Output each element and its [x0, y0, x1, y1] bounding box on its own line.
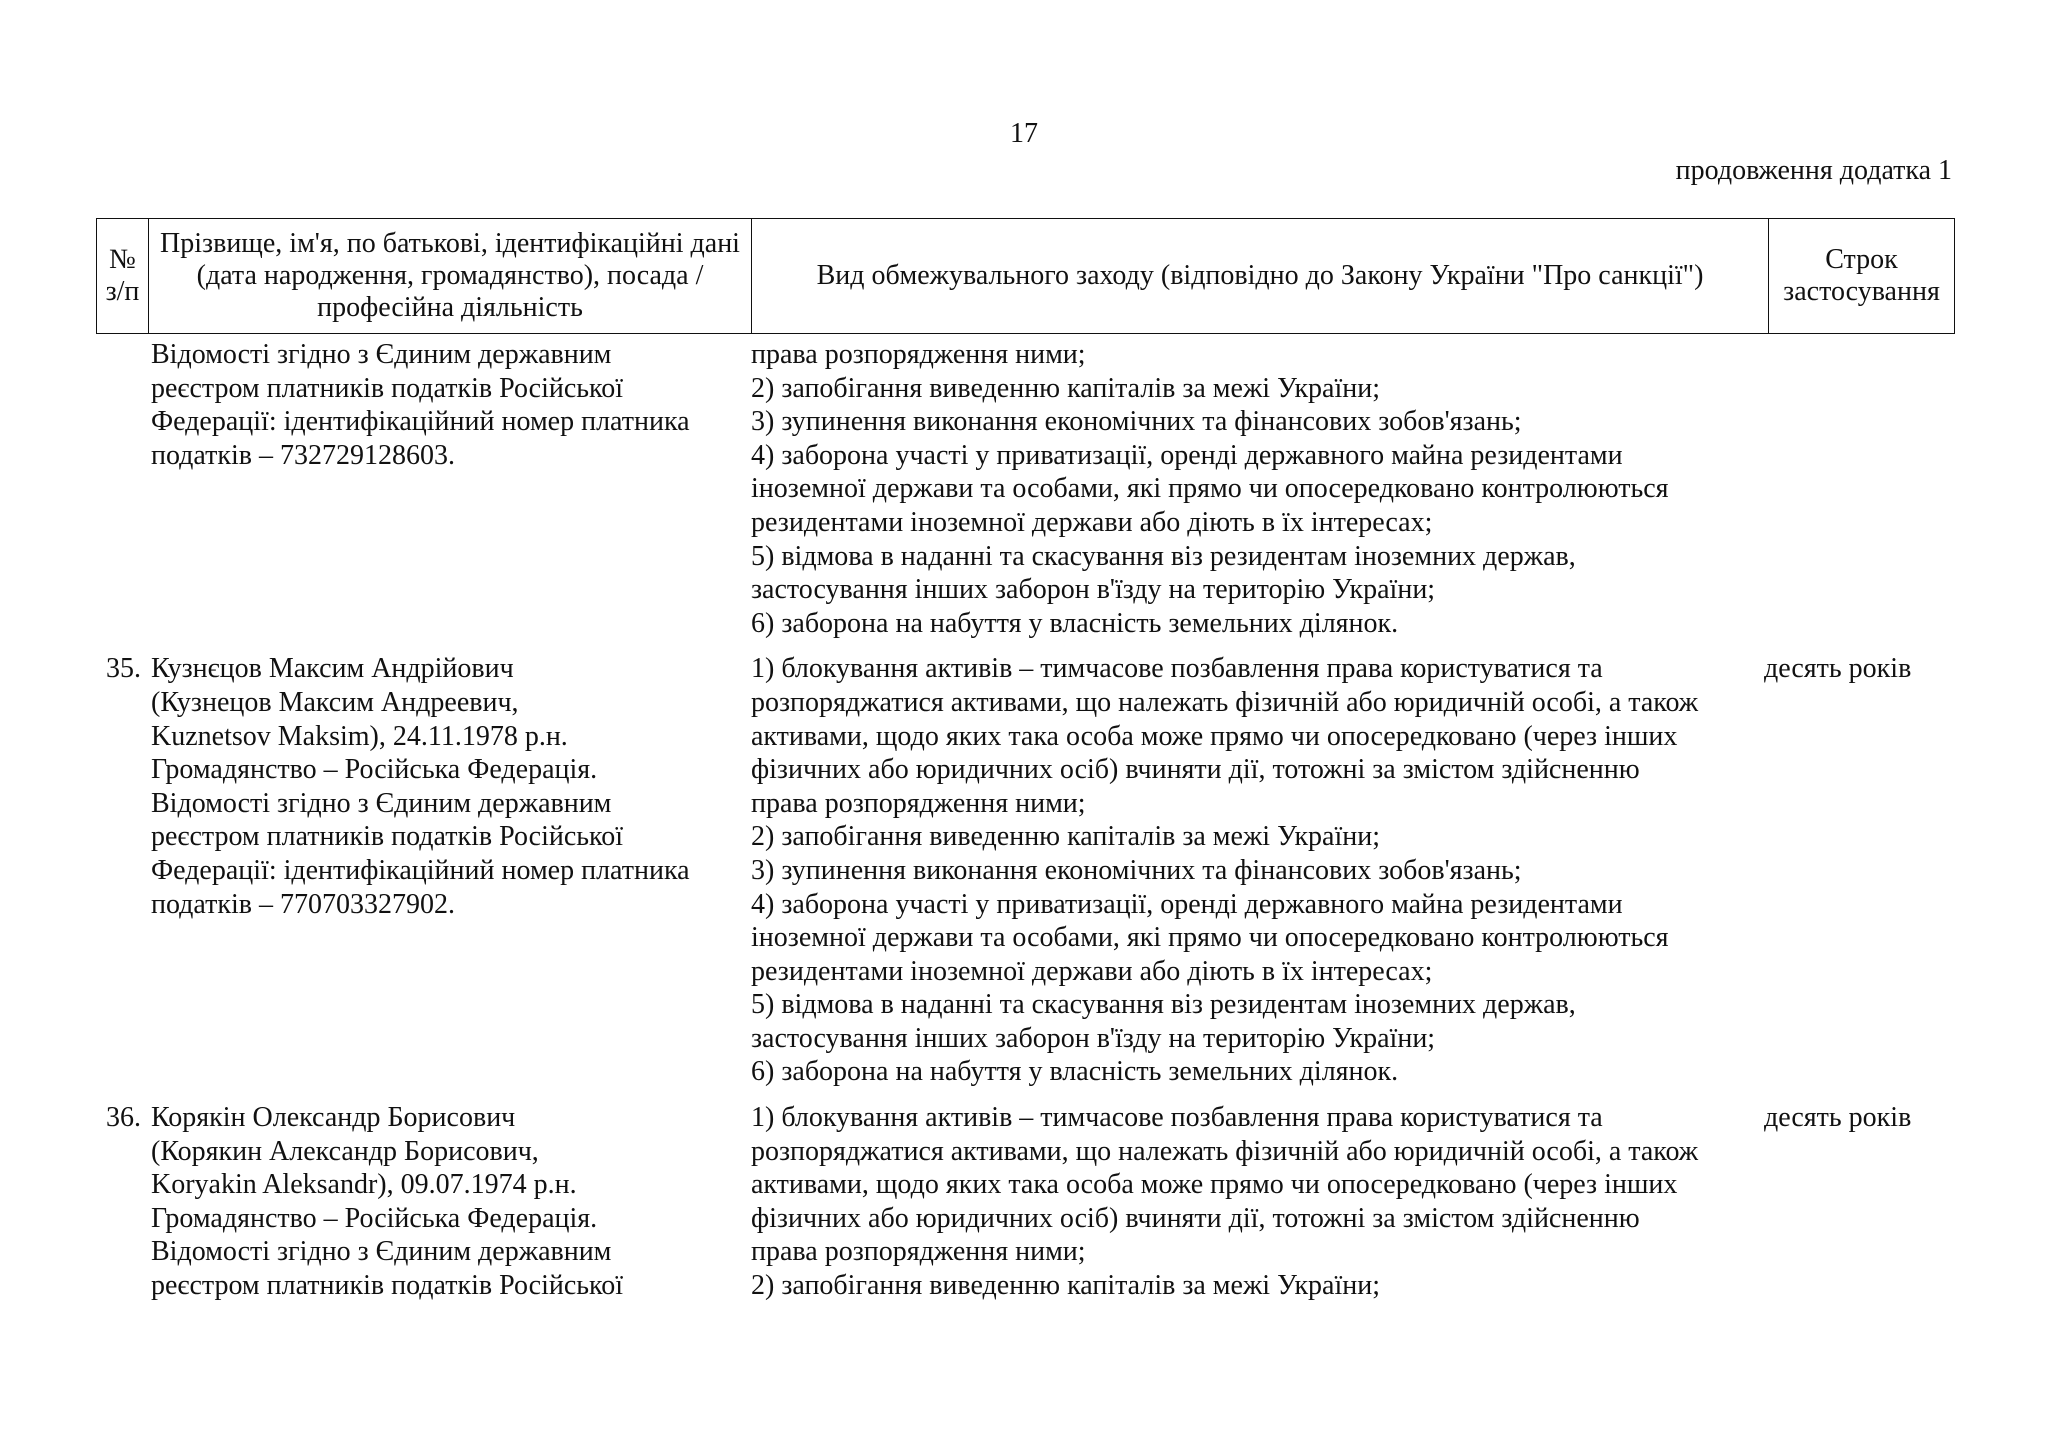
restrictive-measures — [745, 338, 1754, 640]
person-line: Відомості згідно з Єдиним державним — [151, 1236, 612, 1268]
header-person: Прізвище, ім'я, по батькові, ідентифікаційні дані (дата народження, громадянство), посада / професійна діяльність — [149, 219, 752, 334]
measure-line: фізичних або юридичних осіб) вчиняти дії, тотожні за змістом здійсненню — [751, 1202, 1640, 1234]
row-number: 35. — [106, 653, 141, 685]
measure-line: 5) відмова в наданні та скасування віз резидентам іноземних держав, — [751, 540, 1576, 572]
person-line: Корякін Олександр Борисович — [151, 1102, 516, 1134]
measure-line: застосування інших заборон в'їзду на територію України; — [751, 1022, 1436, 1054]
measure-line: іноземної держави та особами, які прямо чи опосередковано контролюються — [751, 922, 1669, 954]
person-line: Відомості згідно з Єдиним державним — [151, 339, 612, 370]
header-term: Строк застосування — [1769, 219, 1955, 334]
application-term: десять років — [1764, 653, 1912, 685]
measure-line: фізичних або юридичних осіб) вчиняти дії, тотожні за змістом здійсненню — [751, 754, 1640, 786]
person-line: Kuznetsov Maksim), 24.11.1978 р.н. — [151, 720, 568, 752]
measure-line: іноземної держави та особами, які прямо чи опосередковано контролюються — [751, 473, 1669, 505]
measure-line: права розпорядження ними; — [751, 787, 1086, 819]
measure-line: резидентами іноземної держави або діють в їх інтересах; — [751, 506, 1433, 538]
application-term — [1754, 338, 1954, 640]
restrictive-measures — [745, 652, 1754, 1089]
table-row — [96, 652, 1954, 1089]
person-details — [146, 1101, 745, 1303]
person-details — [146, 652, 745, 1089]
measure-line: 4) заборона участі у приватизації, оренді державного майна резидентами — [751, 888, 1623, 920]
measure-line: 3) зупинення виконання економічних та фінансових зобов'язань; — [751, 854, 1522, 886]
header-number: № з/п — [97, 219, 149, 334]
page-number: 17 — [1010, 118, 1038, 149]
measure-line: резидентами іноземної держави або діють в їх інтересах; — [751, 955, 1433, 987]
person-line: реєстром платників податків Російської — [151, 372, 623, 404]
measure-line: 5) відмова в наданні та скасування віз резидентам іноземних держав, — [751, 989, 1576, 1021]
appendix-label: продовження додатка 1 — [1675, 155, 1952, 186]
measure-line: права розпорядження ними; — [751, 339, 1086, 370]
person-line: реєстром платників податків Російської — [151, 1270, 623, 1302]
measure-line: 1) блокування активів – тимчасове позбавлення права користуватися та — [751, 1102, 1603, 1134]
person-line: реєстром платників податків Російської — [151, 821, 623, 853]
measure-line: 6) заборона на набуття у власність земельних ділянок. — [751, 607, 1399, 639]
person-details — [146, 338, 745, 640]
measure-line: застосування інших заборон в'їзду на територію України; — [751, 574, 1436, 606]
restrictive-measures — [745, 1101, 1754, 1303]
person-line: Koryakin Aleksandr), 09.07.1974 р.н. — [151, 1169, 577, 1201]
header-measure: Вид обмежувального заходу (відповідно до Закону України "Про санкції") — [752, 219, 1769, 334]
person-line: Кузнєцов Максим Андрійович — [151, 653, 514, 685]
measure-line: 2) запобігання виведенню капіталів за межі України; — [751, 372, 1381, 404]
measure-line: активами, щодо яких така особа може прямо чи опосередковано (через інших — [751, 720, 1678, 752]
person-line: Громадянство – Російська Федерація. — [151, 754, 598, 786]
person-line: (Корякин Александр Борисович, — [151, 1135, 539, 1167]
person-line: податків – 770703327902. — [151, 888, 455, 920]
table-row — [96, 338, 1954, 640]
measure-line: 2) запобігання виведенню капіталів за межі України; — [751, 821, 1381, 853]
measure-line: розпоряджатися активами, що належать фізичній або юридичній особі, а також — [751, 686, 1699, 718]
measure-line: 6) заборона на набуття у власність земельних ділянок. — [751, 1056, 1399, 1088]
person-line: податків – 732729128603. — [151, 439, 455, 471]
measure-line: права розпорядження ними; — [751, 1236, 1086, 1268]
person-line: Федерації: ідентифікаційний номер платника — [151, 406, 690, 438]
row-number: 36. — [106, 1102, 141, 1134]
person-line: (Кузнецов Максим Андреевич, — [151, 686, 519, 718]
row-number — [96, 338, 146, 640]
measure-line: 3) зупинення виконання економічних та фінансових зобов'язань; — [751, 406, 1522, 438]
table-row — [96, 1101, 1954, 1303]
application-term: десять років — [1764, 1102, 1912, 1134]
measure-line: розпоряджатися активами, що належать фізичній або юридичній особі, а також — [751, 1135, 1699, 1167]
measure-line: 1) блокування активів – тимчасове позбавлення права користуватися та — [751, 653, 1603, 685]
person-line: Відомості згідно з Єдиним державним — [151, 787, 612, 819]
person-line: Федерації: ідентифікаційний номер платника — [151, 854, 690, 886]
measure-line: 4) заборона участі у приватизації, оренді державного майна резидентами — [751, 439, 1623, 471]
measure-line: активами, щодо яких така особа може прямо чи опосередковано (через інших — [751, 1169, 1678, 1201]
table-header — [96, 218, 1955, 334]
sanctions-table-body — [96, 338, 1954, 1315]
person-line: Громадянство – Російська Федерація. — [151, 1202, 598, 1234]
measure-line: 2) запобігання виведенню капіталів за межі України; — [751, 1270, 1381, 1302]
